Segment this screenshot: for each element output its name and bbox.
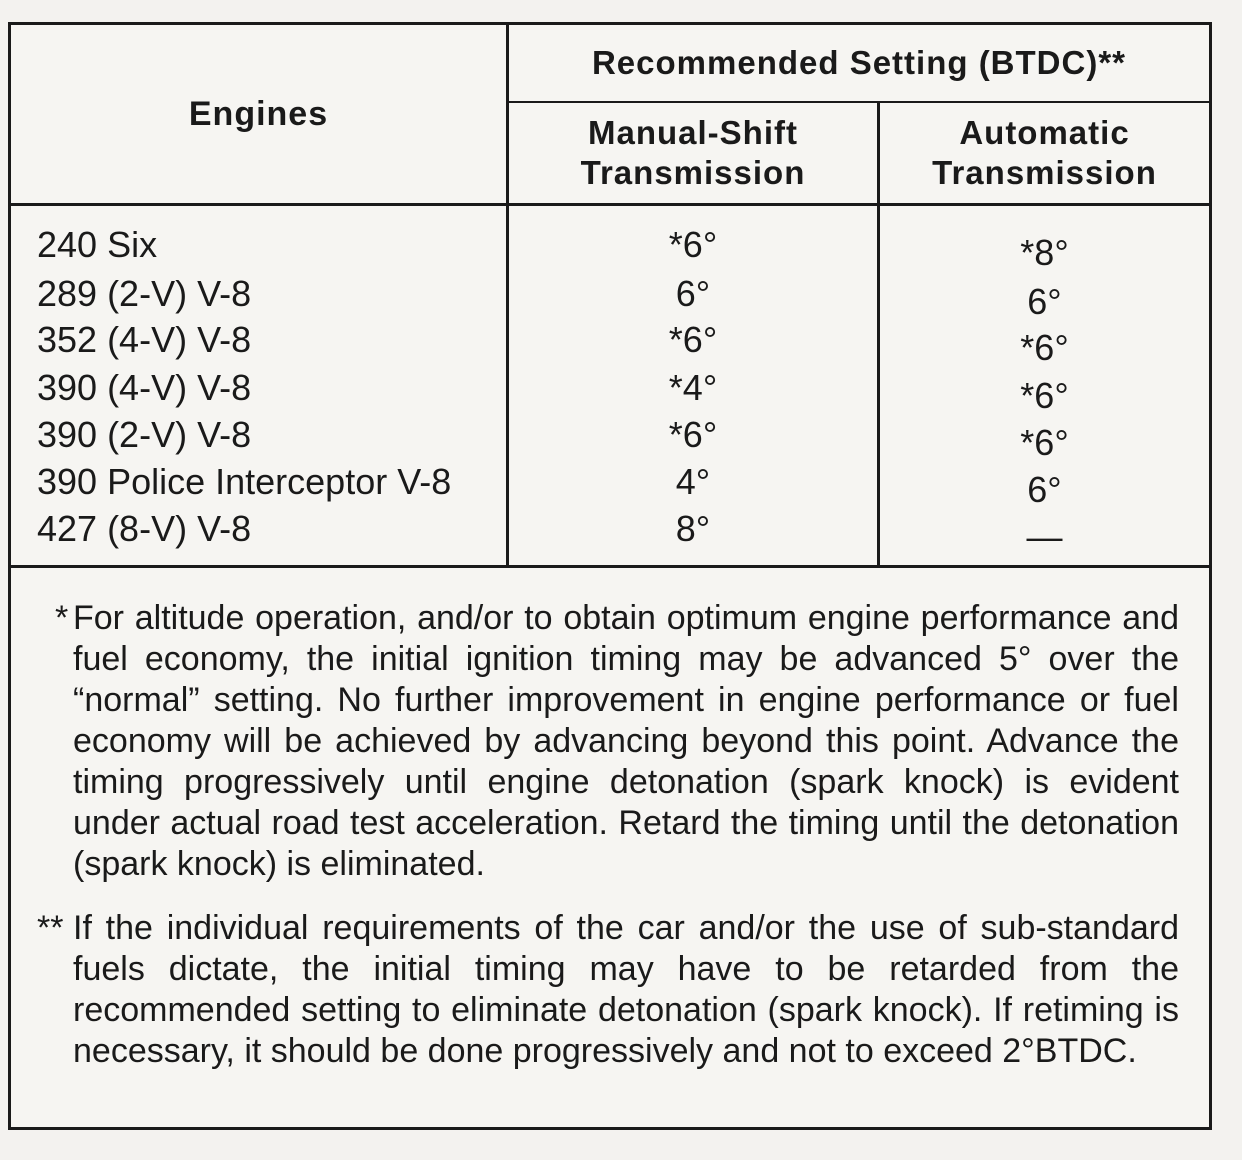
manual-setting-cell: 8° (675, 508, 711, 549)
manual-shift-column-header (509, 103, 877, 203)
footnote-double-asterisk: ** (37, 909, 64, 947)
automatic-header-line-2: Transmission (932, 154, 1157, 191)
engine-cell: 427 (8-V) V-8 (37, 508, 252, 549)
table-row (11, 508, 1209, 555)
automatic-setting-cell: *6° (1020, 422, 1069, 463)
manual-header-line-1: Manual-Shift (588, 114, 798, 151)
engine-cell: 240 Six (37, 224, 158, 265)
recommended-setting-header: Recommended Setting (BTDC)** (591, 44, 1127, 81)
automatic-column-header (880, 103, 1209, 203)
engine-cell: 390 (2-V) V-8 (37, 414, 252, 455)
manual-setting-cell: *6° (668, 414, 718, 455)
automatic-setting-cell: — (1026, 516, 1063, 557)
engine-cell: 289 (2-V) V-8 (37, 273, 252, 314)
manual-setting-cell: *6° (668, 224, 718, 265)
manual-setting-cell: 6° (675, 273, 711, 314)
manual-header-line-2: Transmission (580, 154, 806, 191)
footnote-asterisk: * (55, 599, 69, 637)
automatic-setting-cell: *6° (1020, 375, 1069, 416)
footnote-altitude-text: For altitude operation, and/or to obtain optimum engine performance and fuel economy, the initial ignition timing may be advanced 5° over the “normal” setting. No further improvement in engine performance or fuel economy will be achieved by advancing beyond this point. Advance the timing progressively until engine detonation (spark knock) is evident under actual road test acceleration. Retard the timing until the detonation (spark knock) is eliminated. (73, 599, 1179, 883)
manual-setting-cell: *4° (668, 367, 718, 408)
table-row (11, 461, 1209, 508)
timing-table (8, 22, 1212, 1130)
table-row (11, 273, 1209, 320)
automatic-header-line-1: Automatic (959, 114, 1130, 151)
table-header (11, 25, 1209, 206)
engines-column-header: Engines (188, 94, 329, 133)
manual-setting-cell: *6° (668, 319, 718, 360)
automatic-setting-cell: *8° (1020, 232, 1069, 273)
automatic-setting-cell: *6° (1020, 327, 1069, 368)
engine-cell: 390 Police Interceptor V-8 (37, 461, 452, 502)
automatic-setting-cell: 6° (1027, 281, 1062, 322)
table-row (11, 224, 1209, 271)
manual-setting-cell: 4° (675, 461, 711, 502)
engine-cell: 390 (4-V) V-8 (37, 367, 252, 408)
automatic-setting-cell: 6° (1027, 469, 1062, 510)
footnote-fuel-requirements (37, 908, 1179, 1072)
table-row (11, 319, 1209, 366)
footnote-fuel-requirements-text: If the individual requirements of the car and/or the use of sub-standard fuels dictate, the initial timing may have to be retarded from the recommended setting to eliminate detonation (spark knock). If retiming is necessary, it should be done progressively and not to exceed 2°BTDC. (73, 909, 1179, 1070)
engine-cell: 352 (4-V) V-8 (37, 319, 252, 360)
table-row (11, 414, 1209, 461)
footnotes (11, 568, 1209, 1128)
table-row (11, 367, 1209, 414)
footnote-altitude (55, 598, 1179, 885)
table-body (11, 206, 1209, 565)
